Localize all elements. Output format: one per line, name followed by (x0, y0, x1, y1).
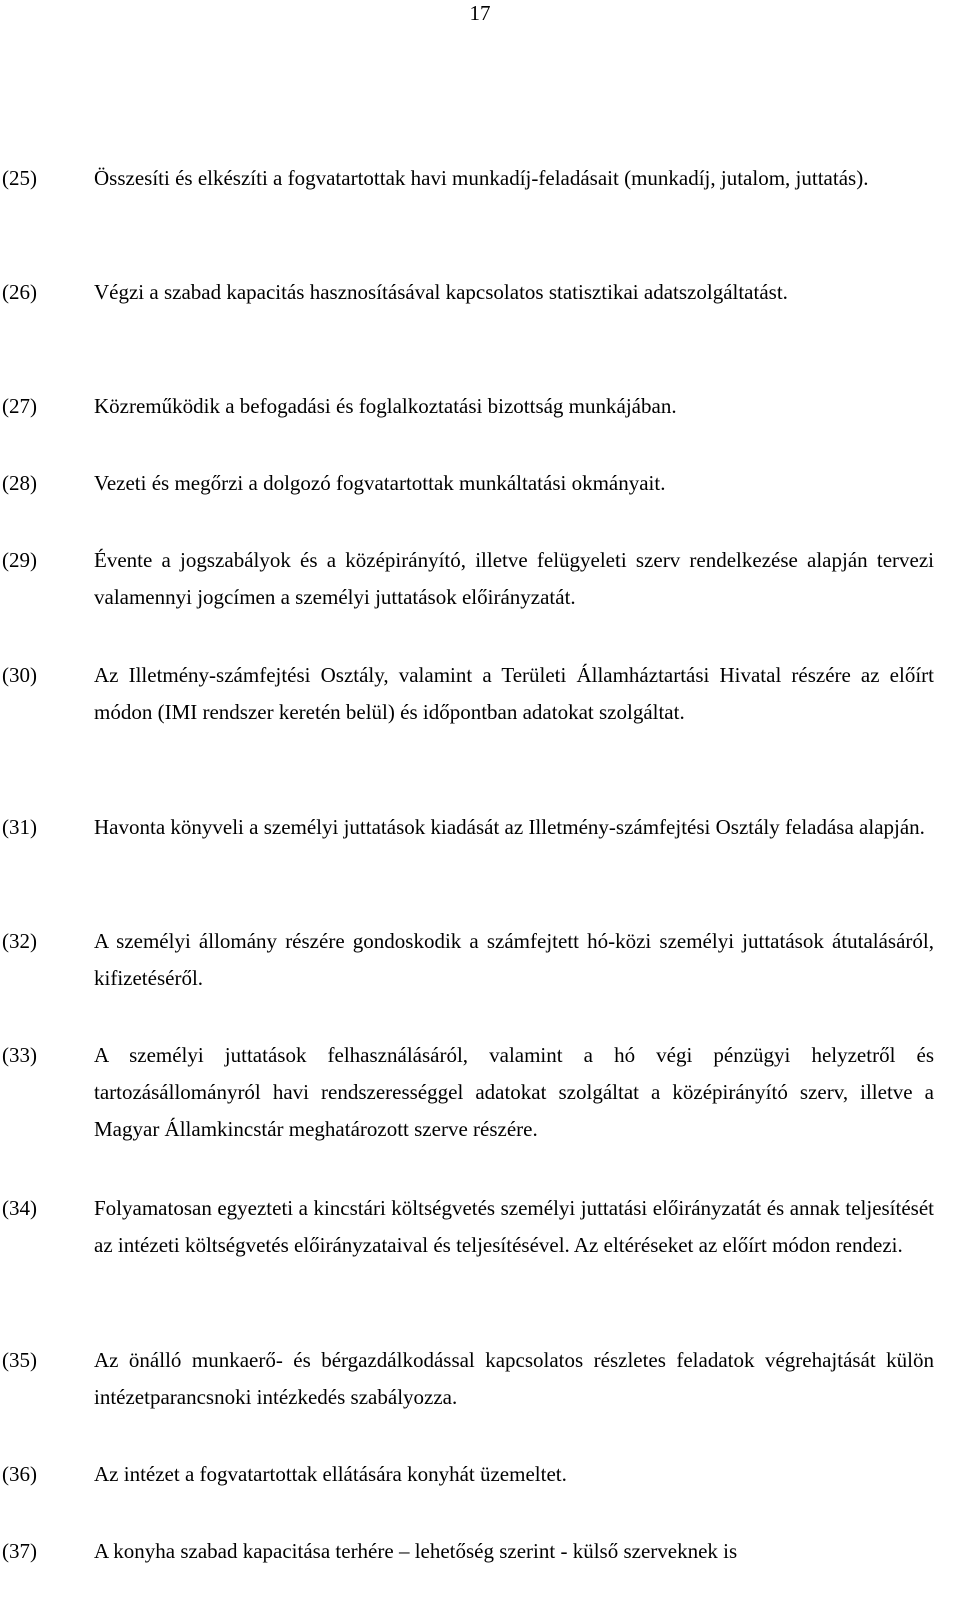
item-text: Folyamatosan egyezteti a kincstári költségvetés személyi juttatási előirányzatát és annak teljesítését az intézeti költségvetés előirányzataival és teljesítésével. Az eltéréseket az előírt módon rendezi. (94, 1196, 934, 1257)
item-text: Havonta könyveli a személyi juttatások kiadását az Illetmény-számfejtési Osztály feladása alapján. (94, 815, 925, 839)
item-text: A személyi juttatások felhasználásáról, valamint a hó végi pénzügyi helyzetről és tartozásállományról havi rendszerességgel adatokat szolgáltat a középirányító szerv, illetve a Magyar Államkincstár meghatározott szerve részére. (94, 1043, 934, 1141)
item-text: Végzi a szabad kapacitás hasznosításával kapcsolatos statisztikai adatszolgáltatást. (94, 280, 788, 304)
item-number: (37) (2, 1539, 37, 1563)
item-text: Az Illetmény-számfejtési Osztály, valamint a Területi Államháztartási Hivatal részére az előírt módon (IMI rendszer keretén belül) és időpontban adatokat szolgáltat. (94, 663, 934, 724)
item-number: (29) (2, 548, 37, 572)
item-number: (36) (2, 1462, 37, 1486)
item-number: (25) (2, 166, 37, 190)
item-number: (32) (2, 929, 37, 953)
item-text: Az önálló munkaerő- és bérgazdálkodással kapcsolatos részletes feladatok végrehajtását külön intézetparancsnoki intézkedés szabályozza. (94, 1348, 934, 1409)
item-text: A konyha szabad kapacitása terhére – lehetőség szerint - külső szerveknek is (94, 1539, 738, 1563)
item-number: (35) (2, 1348, 37, 1372)
item-text: Összesíti és elkészíti a fogvatartottak havi munkadíj-feladásait (munkadíj, jutalom, juttatás). (94, 166, 869, 190)
item-number: (28) (2, 471, 37, 495)
item-number: (30) (2, 663, 37, 687)
item-number: (27) (2, 394, 37, 418)
item-number: (26) (2, 280, 37, 304)
item-number: (33) (2, 1043, 37, 1067)
item-text: Évente a jogszabályok és a középirányító, illetve felügyeleti szerv rendelkezése alapján tervezi valamennyi jogcímen a személyi juttatások előirányzatát. (94, 548, 934, 609)
item-number: (34) (2, 1196, 37, 1220)
item-text: A személyi állomány részére gondoskodik a számfejtett hó-közi személyi juttatások átutalásáról, kifizetéséről. (94, 929, 934, 990)
item-text: Az intézet a fogvatartottak ellátására konyhát üzemeltet. (94, 1462, 567, 1486)
item-text: Vezeti és megőrzi a dolgozó fogvatartottak munkáltatási okmányait. (94, 471, 666, 495)
item-number: (31) (2, 815, 37, 839)
item-text: Közreműködik a befogadási és foglalkoztatási bizottság munkájában. (94, 394, 677, 418)
page-number: 17 (469, 1, 491, 25)
